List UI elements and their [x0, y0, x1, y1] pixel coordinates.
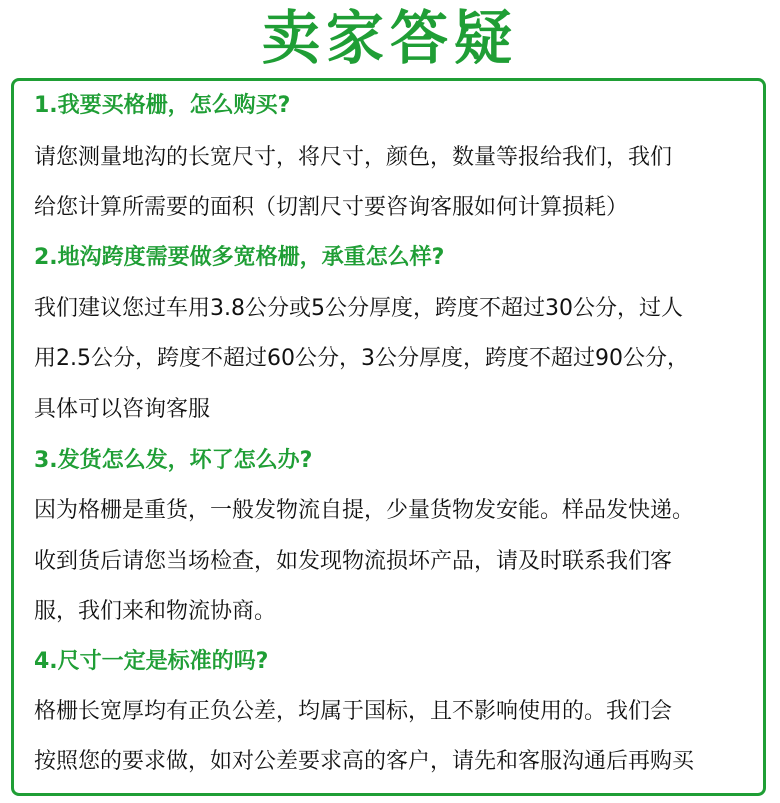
faq-answer-1-line-2: 给您计算所需要的面积（切割尺寸要咨询客服如何计算损耗） — [34, 195, 629, 220]
page-title: 卖家答疑 — [261, 4, 518, 72]
faq-answer-2-line-2: 用2.5公分，跨度不超过60公分，3公分厚度，跨度不超过90公分， — [34, 346, 689, 371]
faq-answer-3-line-3: 服，我们来和物流协商。 — [34, 599, 277, 624]
faq-answer-2-line-3: 具体可以咨询客服 — [34, 397, 211, 422]
faq-answer-1-line-1: 请您测量地沟的长宽尺寸，将尺寸，颜色，数量等报给我们，我们 — [34, 145, 673, 170]
faq-question-2: 2.地沟跨度需要做多宽格栅，承重怎么样? — [34, 245, 445, 270]
faq-answer-3-line-1: 因为格栅是重货，一般发物流自提，少量货物发安能。样品发快递。 — [34, 498, 695, 523]
faq-answer-2-line-1: 我们建议您过车用3.8公分或5公分厚度，跨度不超过30公分，过人 — [34, 296, 683, 321]
faq-panel — [11, 78, 766, 796]
faq-question-3: 3.发货怎么发，坏了怎么办? — [34, 448, 313, 473]
faq-question-4: 4.尺寸一定是标准的吗? — [34, 649, 269, 674]
faq-answer-4-line-1: 格栅长宽厚均有正负公差，均属于国标，且不影响使用的。我们会 — [34, 699, 673, 724]
faq-question-1: 1.我要买格栅，怎么购买? — [34, 93, 291, 118]
faq-answer-4-line-2: 按照您的要求做，如对公差要求高的客户，请先和客服沟通后再购买 — [34, 749, 695, 774]
faq-answer-3-line-2: 收到货后请您当场检查，如发现物流损坏产品，请及时联系我们客 — [34, 549, 673, 574]
